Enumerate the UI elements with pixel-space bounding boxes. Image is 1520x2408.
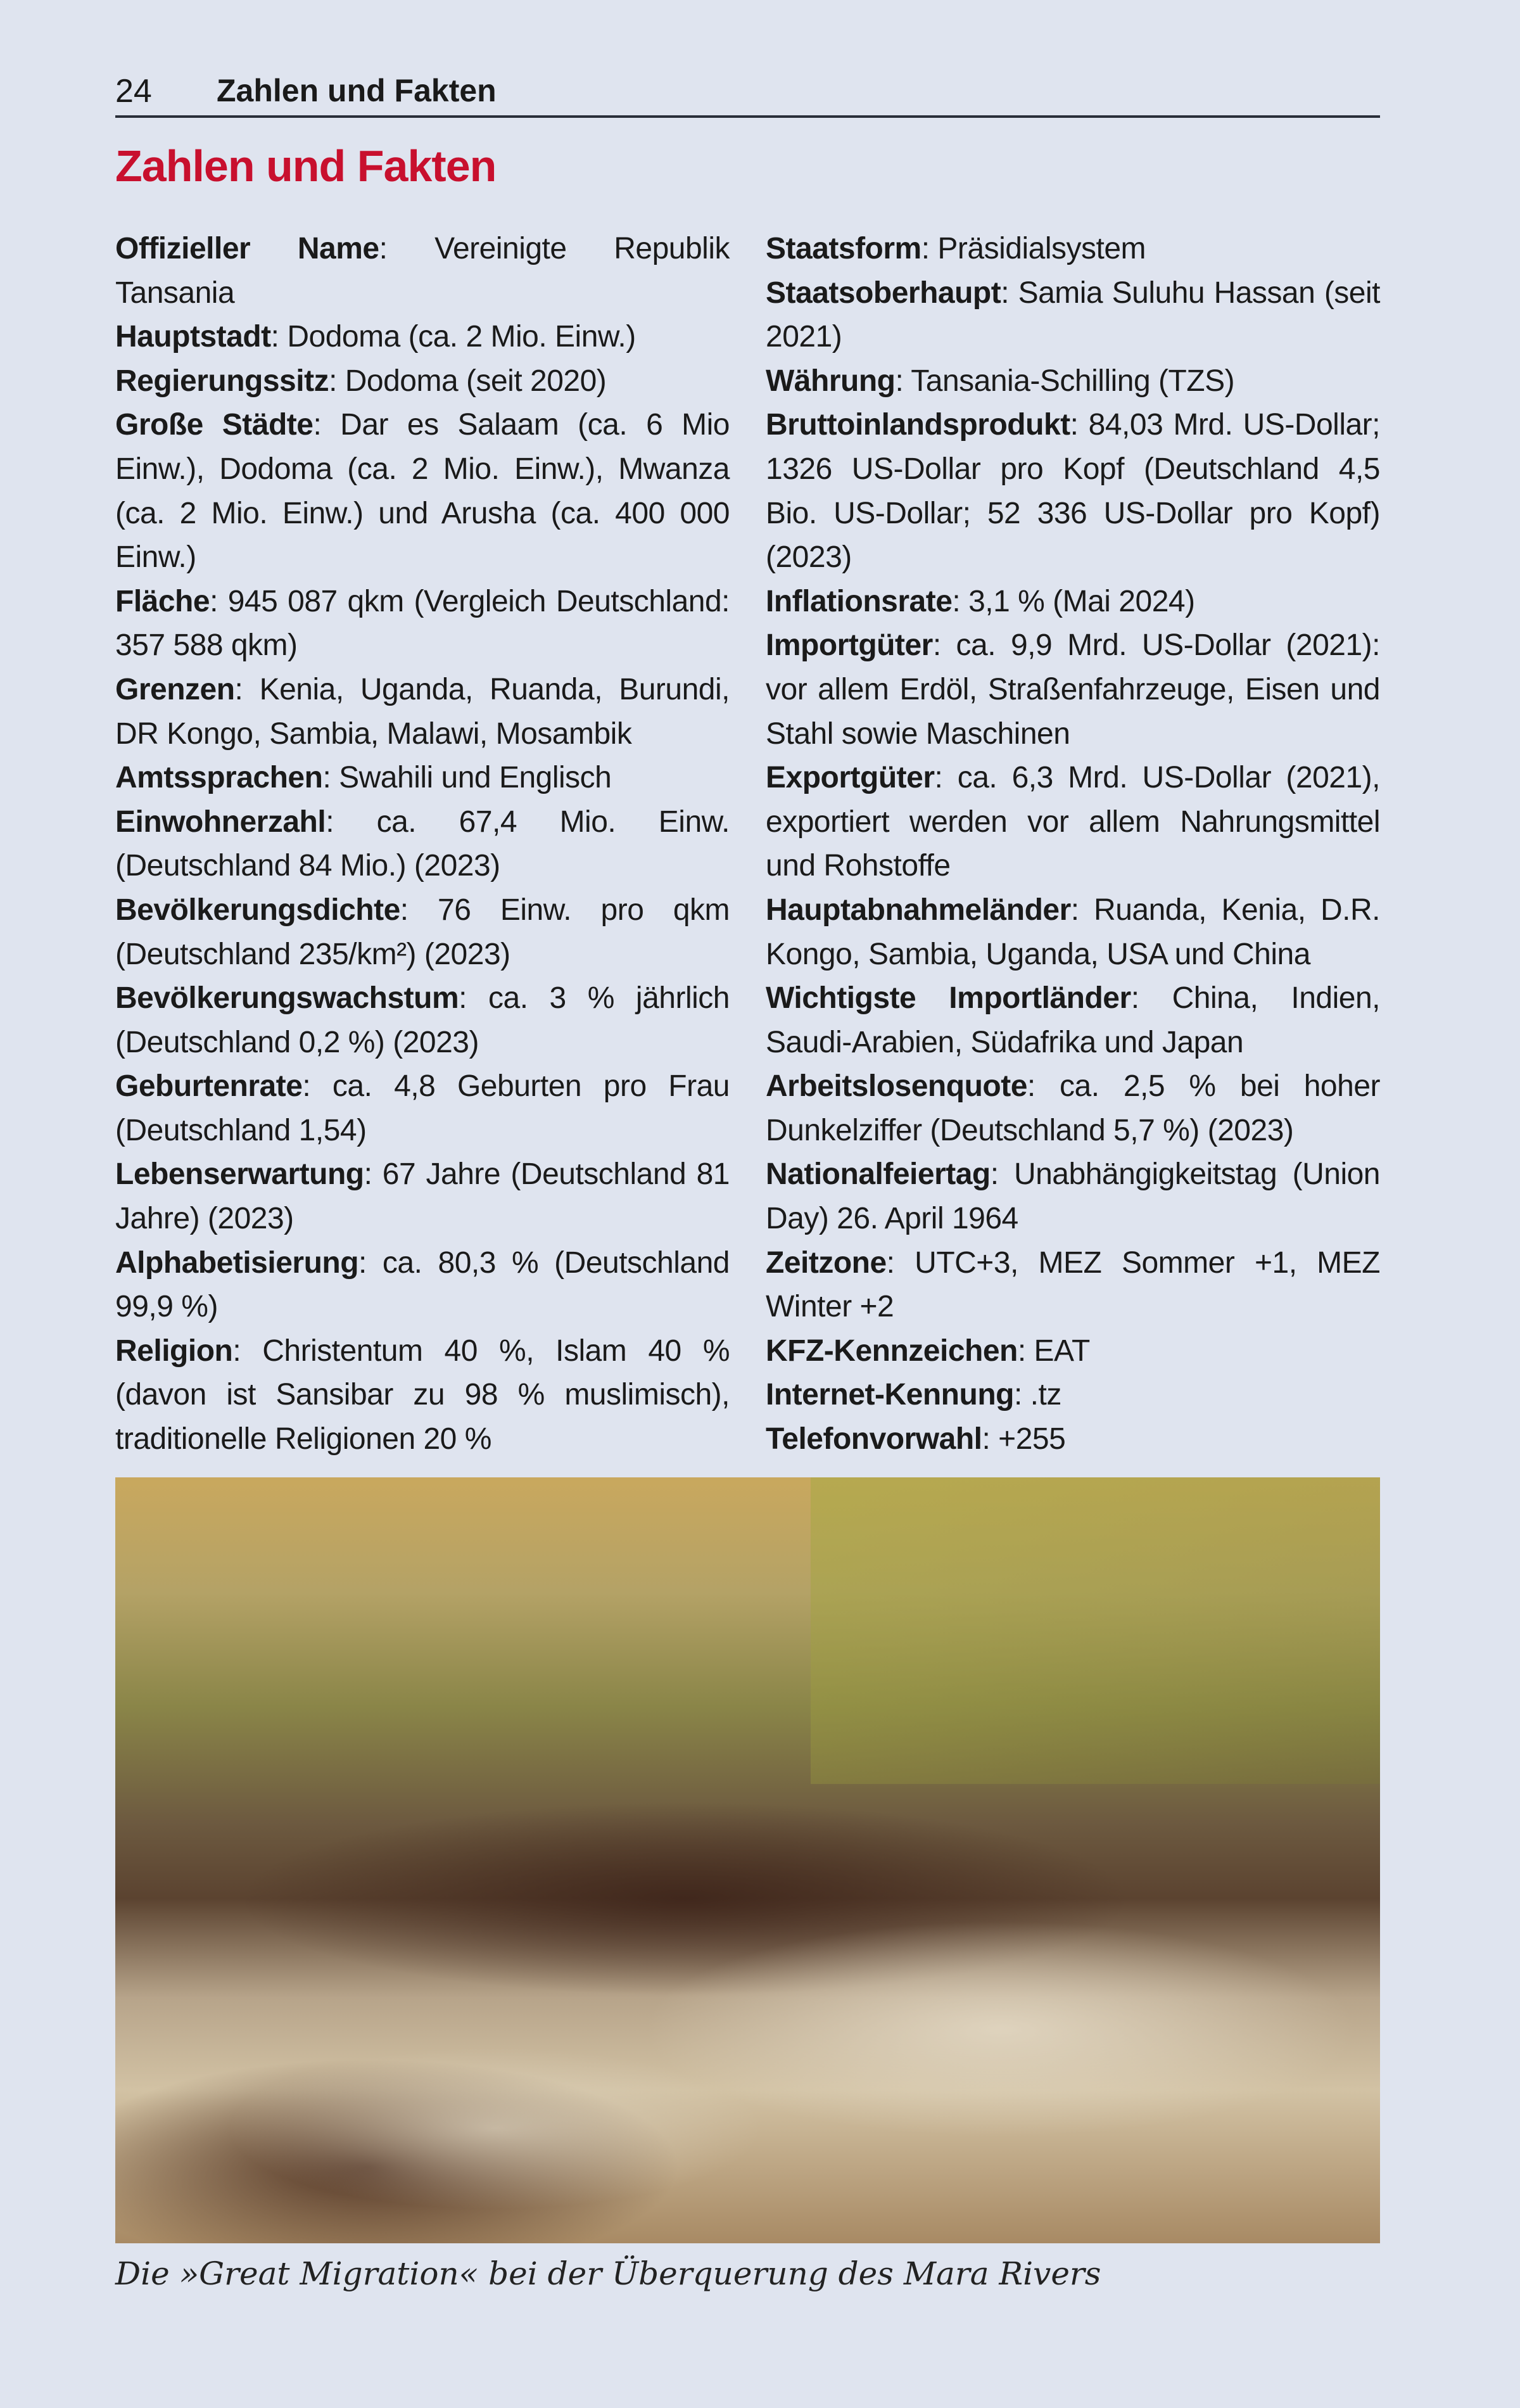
fact-entry xyxy=(115,1241,730,1329)
fact-value: : Kenia, Uganda, Ruanda, Burundi, DR Kongo, Sambia, Malawi, Mosambik xyxy=(115,672,730,751)
fact-label: Währung xyxy=(766,364,896,398)
fact-value: : 67 Jahre (Deutschland 81 Jahre) (2023) xyxy=(115,1157,730,1236)
photo-caption: Die »Great Migration« bei der Überquerung des Mara Rivers xyxy=(115,2255,1101,2292)
fact-label: Nationalfeiertag xyxy=(766,1157,991,1192)
fact-entry xyxy=(115,976,730,1064)
fact-entry xyxy=(766,756,1380,888)
running-header xyxy=(115,68,1380,118)
fact-label: Staatsform xyxy=(766,232,922,265)
fact-value: : 3,1 % (Mai 2024) xyxy=(952,584,1195,618)
fact-value: : Vereinigte Republik Tansania xyxy=(115,232,730,310)
fact-entry xyxy=(115,580,730,668)
fact-value: : Swahili und Englisch xyxy=(322,761,612,795)
fact-entry xyxy=(115,403,730,579)
fact-value: : .tz xyxy=(1013,1378,1061,1412)
fact-value: : Präsidialsystem xyxy=(921,232,1146,265)
fact-label: Bruttoinlandsprodukt xyxy=(766,408,1070,442)
fact-entry xyxy=(115,888,730,976)
fact-entry xyxy=(766,271,1380,359)
fact-entry xyxy=(115,800,730,888)
fact-label: Offizieller Name xyxy=(115,232,379,265)
fact-label: Hauptstadt xyxy=(115,320,271,354)
facts-left-column xyxy=(115,227,730,1462)
fact-value: : Tansania-Schilling (TZS) xyxy=(895,364,1235,398)
fact-value: : ca. 67,4 Mio. Einw. (Deutschland 84 Mio.) (2023) xyxy=(115,805,730,883)
fact-value: : ca. 6,3 Mrd. US-Dollar (2021), exportiert werden vor allem Nahrungsmittel und Rohstoffe xyxy=(766,761,1380,883)
fact-label: Internet-Kennung xyxy=(766,1378,1014,1412)
section-title: Zahlen und Fakten xyxy=(115,141,497,191)
fact-label: Grenzen xyxy=(115,672,235,706)
fact-label: Arbeitslosenquote xyxy=(766,1069,1027,1104)
fact-label: Alphabetisierung xyxy=(115,1245,359,1280)
fact-value: : ca. 9,9 Mrd. US-Dollar (2021): vor allem Erdöl, Straßenfahrzeuge, Eisen und Stahl sowie Maschinen xyxy=(766,628,1380,751)
fact-value: : ca. 2,5 % bei hoher Dunkelziffer (Deutschland 5,7 %) (2023) xyxy=(766,1069,1380,1147)
fact-entry xyxy=(766,403,1380,579)
fact-label: Exportgüter xyxy=(766,761,935,795)
fact-value: : 945 087 qkm (Vergleich Deutschland: 357 588 qkm) xyxy=(115,584,730,663)
fact-entry xyxy=(115,668,730,756)
fact-entry xyxy=(115,1152,730,1240)
fact-entry xyxy=(766,227,1380,271)
fact-entry xyxy=(766,1064,1380,1152)
fact-entry xyxy=(766,888,1380,976)
fact-label: Geburtenrate xyxy=(115,1069,303,1104)
fact-value: : ca. 3 % jährlich (Deutschland 0,2 %) (2023) xyxy=(115,981,730,1059)
fact-label: Hauptabnahmeländer xyxy=(766,893,1071,927)
fact-value: : Samia Suluhu Hassan (seit 2021) xyxy=(766,276,1380,354)
fact-label: Staatsoberhaupt xyxy=(766,276,1001,310)
fact-label: Importgüter xyxy=(766,628,933,663)
fact-label: Religion xyxy=(115,1334,233,1368)
fact-value: : Dodoma (seit 2020) xyxy=(329,364,607,398)
fact-label: Bevölkerungsdichte xyxy=(115,893,400,927)
fact-label: KFZ-Kennzeichen xyxy=(766,1334,1018,1368)
fact-entry xyxy=(766,1373,1380,1417)
fact-label: Telefonvorwahl xyxy=(766,1422,982,1456)
fact-value: : 84,03 Mrd. US-Dollar; 1326 US-Dollar pro Kopf (Deutschland 4,5 Bio. US-Dollar; 52 336 US-Dollar pro Kopf) (2023) xyxy=(766,408,1380,575)
fact-label: Lebenserwartung xyxy=(115,1157,364,1192)
fact-entry xyxy=(766,623,1380,756)
fact-entry xyxy=(766,1417,1380,1462)
fact-entry xyxy=(115,315,730,359)
fact-label: Wichtigste Importländer xyxy=(766,981,1131,1016)
fact-label: Inflationsrate xyxy=(766,584,953,618)
fact-value: : UTC+3, MEZ Sommer +1, MEZ Winter +2 xyxy=(766,1245,1380,1324)
fact-label: Amtssprachen xyxy=(115,761,323,795)
facts-right-column xyxy=(766,227,1380,1462)
fact-value: : ca. 4,8 Geburten pro Frau (Deutschland 1,54) xyxy=(115,1069,730,1147)
wildebeest-migration-photo xyxy=(115,1477,1380,2243)
fact-value: : China, Indien, Saudi-Arabien, Südafrika und Japan xyxy=(766,981,1381,1059)
fact-value: : Dar es Salaam (ca. 6 Mio Einw.), Dodoma (ca. 2 Mio. Einw.), Mwanza (ca. 2 Mio. Einw.) und Arusha (ca. 400 000 Einw.) xyxy=(115,408,730,575)
fact-entry xyxy=(115,227,730,315)
fact-entry xyxy=(766,580,1380,624)
fact-entry xyxy=(766,976,1380,1064)
fact-label: Zeitzone xyxy=(766,1245,887,1280)
fact-label: Fläche xyxy=(115,584,210,618)
fact-entry xyxy=(115,1064,730,1152)
running-title: Zahlen und Fakten xyxy=(217,73,497,108)
fact-value: : Unabhängigkeitstag (Union Day) 26. April 1964 xyxy=(766,1157,1380,1236)
fact-entry xyxy=(115,359,730,404)
fact-label: Bevölkerungswachstum xyxy=(115,981,459,1016)
fact-label: Große Städte xyxy=(115,408,314,442)
fact-value: : EAT xyxy=(1017,1334,1090,1368)
fact-label: Einwohnerzahl xyxy=(115,805,326,839)
fact-entry xyxy=(766,359,1380,404)
fact-value: : Dodoma (ca. 2 Mio. Einw.) xyxy=(270,320,636,354)
fact-value: : Christentum 40 %, Islam 40 % (davon ist Sansibar zu 98 % muslimisch), traditionelle Religionen 20 % xyxy=(115,1334,730,1456)
fact-entry xyxy=(115,1329,730,1462)
fact-entry xyxy=(766,1152,1380,1240)
fact-value: : 76 Einw. pro qkm (Deutschland 235/km²) (2023) xyxy=(115,893,730,971)
page-number: 24 xyxy=(115,73,152,110)
fact-value: : Ruanda, Kenia, D.R. Kongo, Sambia, Uganda, USA und China xyxy=(766,893,1380,971)
fact-value: : ca. 80,3 % (Deutschland 99,9 %) xyxy=(115,1245,730,1324)
fact-label: Regierungssitz xyxy=(115,364,329,398)
fact-entry xyxy=(115,756,730,800)
fact-entry xyxy=(766,1241,1380,1329)
fact-entry xyxy=(766,1329,1380,1373)
fact-value: : +255 xyxy=(982,1422,1066,1456)
